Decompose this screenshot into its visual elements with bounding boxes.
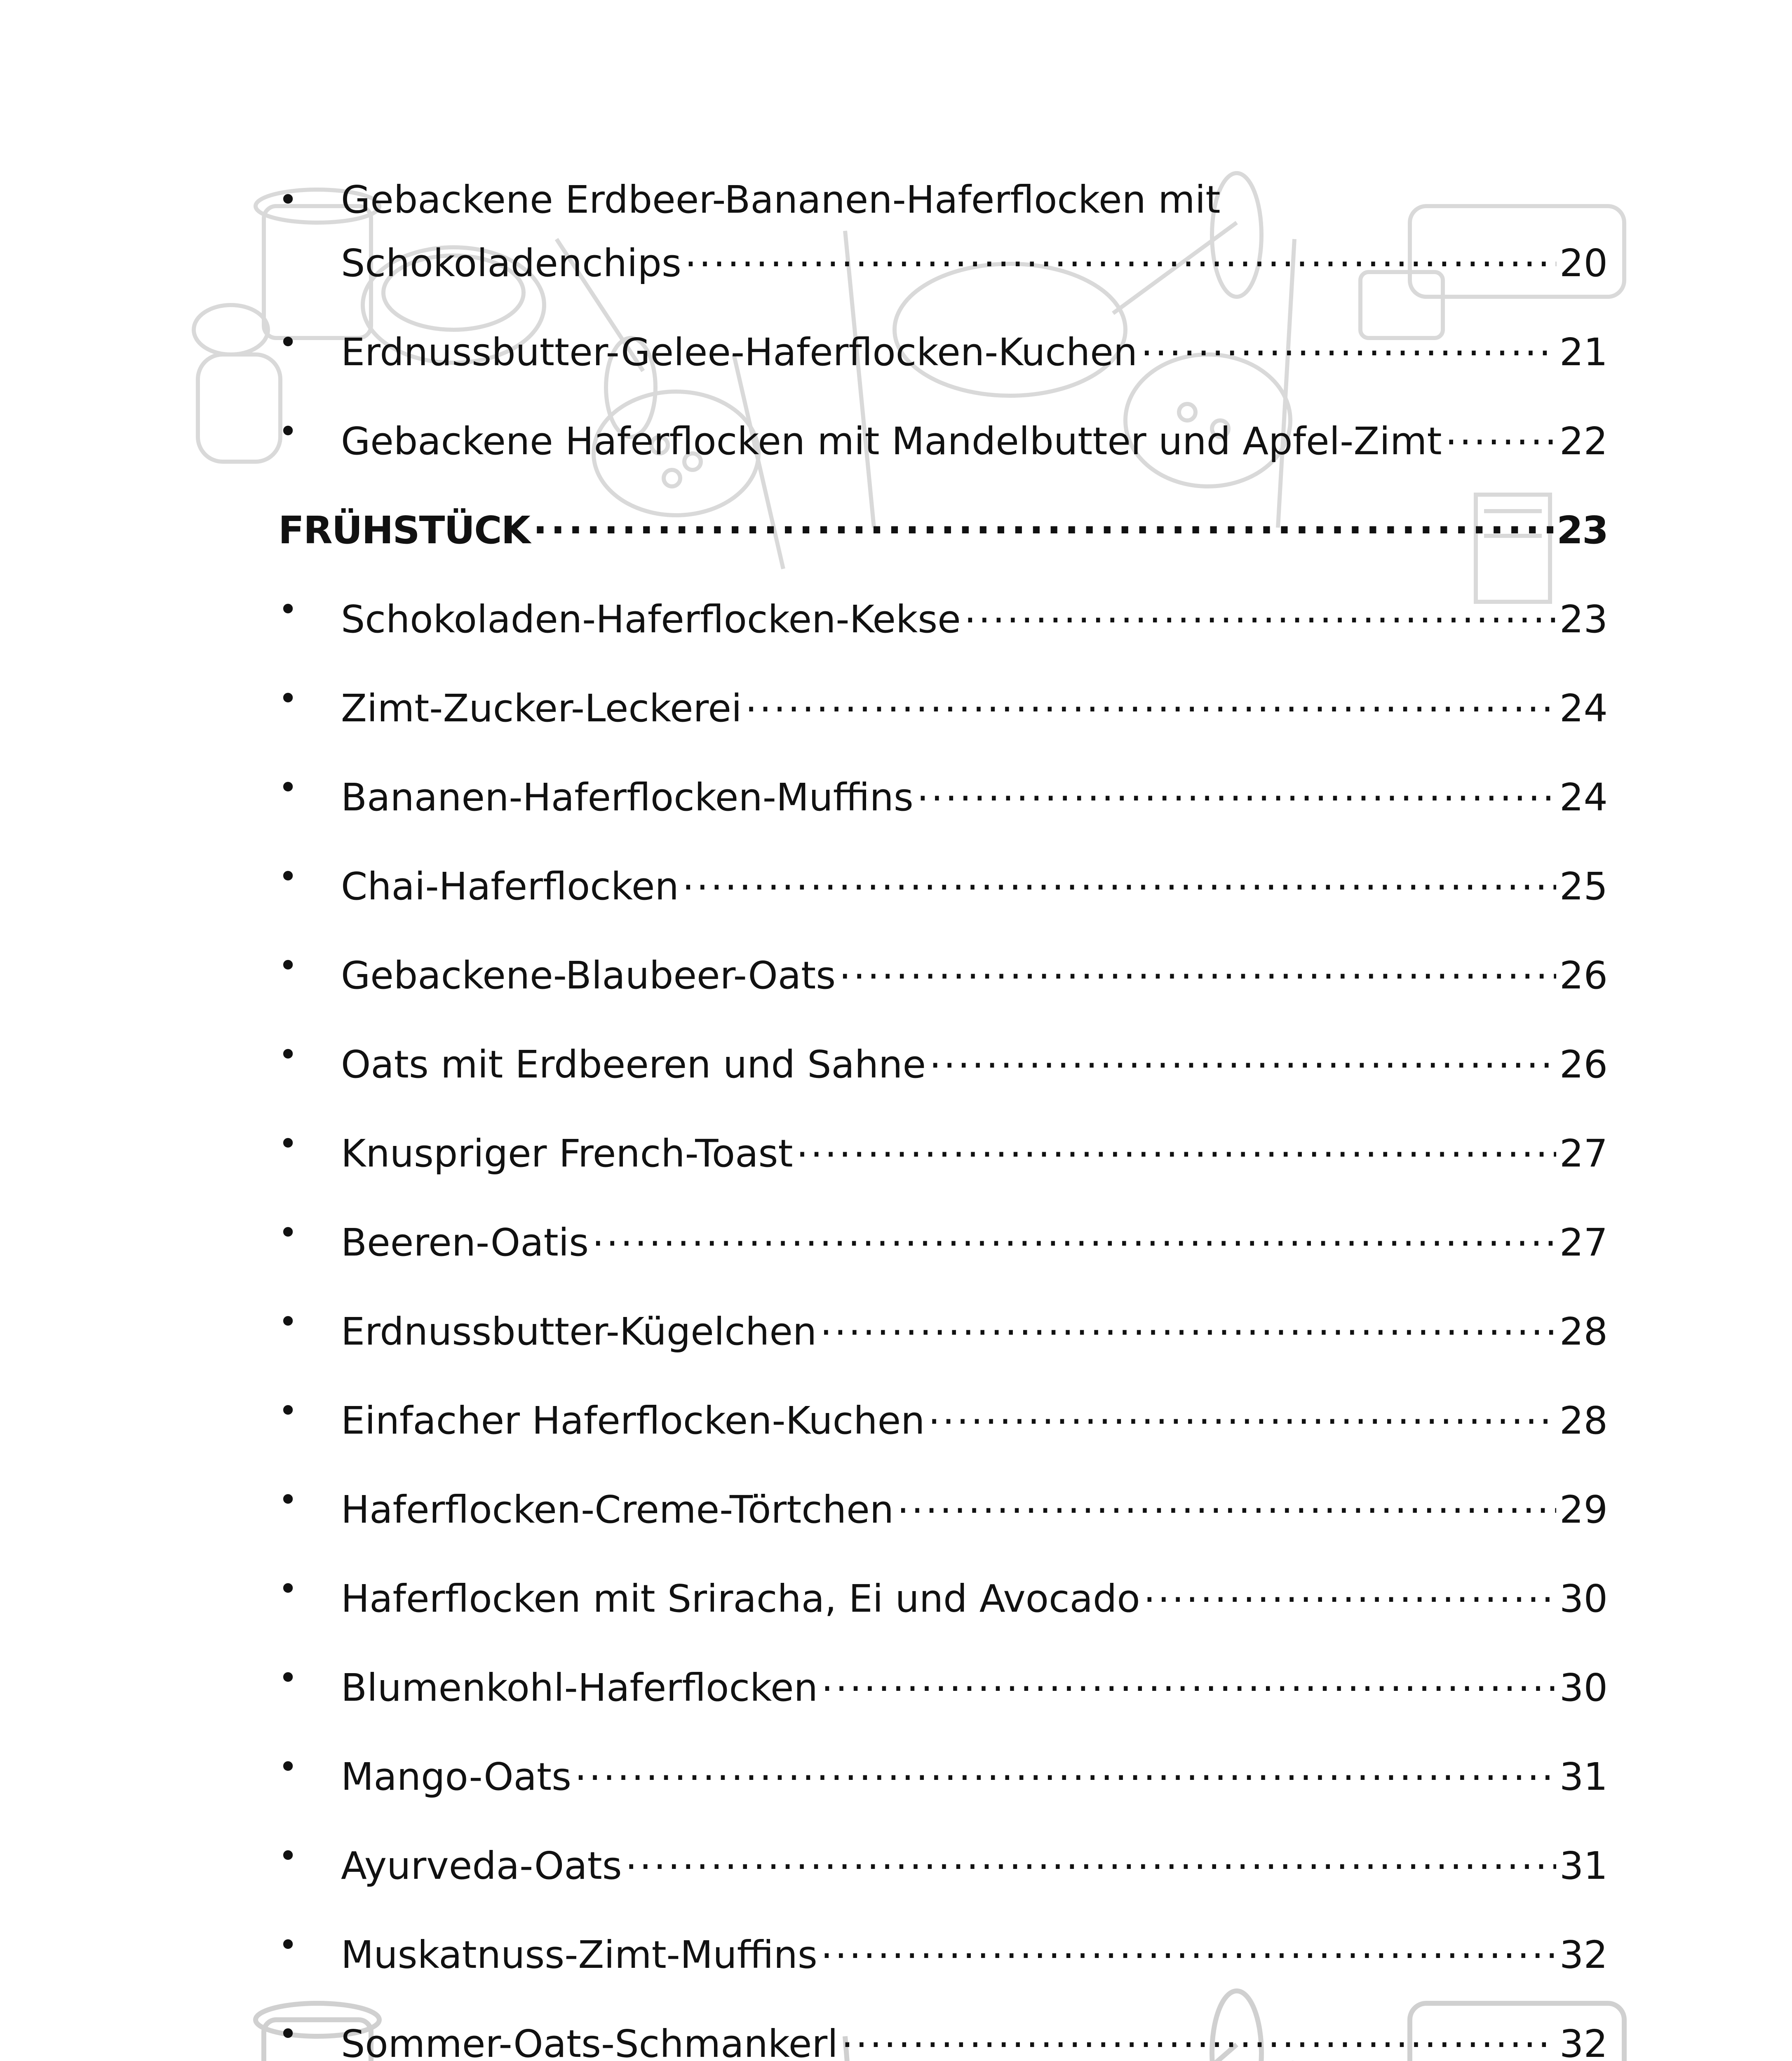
toc-entry-line: [341, 1833, 1608, 1889]
toc-entry-line: [341, 587, 1608, 642]
dot-leader: [821, 1655, 1556, 1701]
toc-entry[interactable]: [278, 1566, 1608, 1621]
toc-entry-title: Erdnussbutter-Gelee-Haferflocken-Kuchen: [341, 330, 1138, 374]
toc-page-number: 23: [1556, 508, 1608, 552]
bullet-icon: •: [278, 1303, 298, 1341]
dot-leader: [682, 854, 1556, 899]
bullet-icon: •: [278, 1570, 298, 1608]
toc-entry[interactable]: [278, 854, 1608, 908]
bullet-icon: •: [278, 857, 298, 896]
toc-entry-title: Einfacher Haferflocken-Kuchen: [341, 1399, 925, 1443]
toc-page-number: 25: [1559, 864, 1608, 908]
toc-entry-title: Zimt-Zucker-Leckerei: [341, 686, 742, 730]
toc-entry-title: Gebackene-Blaubeer-Oats: [341, 953, 836, 998]
dot-leader: [1445, 409, 1556, 454]
dot-leader: [841, 2012, 1556, 2057]
toc-entry-title: Erdnussbutter-Kügelchen: [341, 1310, 817, 1354]
toc-entry-line: [341, 1655, 1608, 1711]
toc-page-number: 26: [1559, 953, 1608, 998]
toc-page-number: 28: [1559, 1399, 1608, 1443]
toc-page-number: 31: [1559, 1755, 1608, 1799]
toc-page-number: 23: [1559, 597, 1608, 641]
toc-entry[interactable]: [278, 1388, 1608, 1443]
dot-leader: [964, 587, 1556, 632]
dot-leader: [592, 1210, 1556, 1256]
toc-entry-title: Schokoladenchips: [341, 241, 681, 285]
toc-page-number: 28: [1559, 1310, 1608, 1354]
toc-entry[interactable]: [278, 2012, 1608, 2061]
toc-entry[interactable]: [278, 587, 1608, 641]
toc-entry-line: [341, 1121, 1608, 1176]
toc-page-number: 26: [1559, 1042, 1608, 1087]
bullet-icon: •: [278, 1837, 298, 1875]
toc-page-number: 27: [1559, 1221, 1608, 1265]
toc-entry-title: Beeren-Oatis: [341, 1221, 589, 1265]
toc-entry-title: Knuspriger French-Toast: [341, 1131, 793, 1176]
toc-entry-line: [341, 1388, 1608, 1444]
bullet-icon: •: [278, 679, 298, 718]
bullet-icon: •: [278, 1214, 298, 1252]
toc-entry[interactable]: [278, 1923, 1608, 1977]
bullet-icon: •: [278, 1926, 298, 1964]
toc-entry[interactable]: [278, 1477, 1608, 1532]
toc-entry-line: [341, 943, 1608, 998]
bullet-icon: •: [278, 1659, 298, 1697]
toc-entry-line: [341, 1744, 1608, 1800]
toc-entry-title: Mango-Oats: [341, 1755, 572, 1799]
toc-entry-title: Chai-Haferflocken: [341, 864, 679, 908]
toc-entry-title: Bananen-Haferflocken-Muffins: [341, 775, 914, 819]
toc-entry[interactable]: [278, 676, 1608, 730]
toc-page-number: 30: [1559, 1666, 1608, 1710]
toc-page-number: 31: [1559, 1844, 1608, 1888]
toc-entry-title: Haferflocken mit Sriracha, Ei und Avocado: [341, 1577, 1140, 1621]
toc-entry[interactable]: [278, 1833, 1608, 1888]
dot-leader: [745, 676, 1556, 721]
toc-entry[interactable]: [278, 765, 1608, 819]
toc-entry-line: [341, 1210, 1608, 1265]
toc-entry-title-line1[interactable]: Gebackene Erdbeer-Bananen-Haferflocken mit: [341, 178, 1221, 222]
dot-leader: [796, 1121, 1556, 1167]
toc-page-number: 32: [1559, 2022, 1608, 2061]
toc-page-number: 20: [1559, 241, 1608, 285]
bullet-icon: •: [278, 1481, 298, 1519]
toc-entry-line: [341, 1477, 1608, 1533]
dot-leader: [928, 1388, 1556, 1434]
toc-page-number: 22: [1559, 419, 1608, 463]
toc-entry[interactable]: [278, 1299, 1608, 1354]
dot-leader: [839, 943, 1556, 988]
dot-leader: [820, 1299, 1556, 1345]
dot-leader: [685, 231, 1556, 276]
toc-entry[interactable]: [278, 943, 1608, 998]
toc-entry-line: [341, 2012, 1608, 2061]
toc-entry[interactable]: [278, 320, 1608, 374]
toc-entry-line: [341, 765, 1608, 820]
toc-entry-line: [341, 1032, 1608, 1087]
toc-page-number: 24: [1559, 686, 1608, 730]
dot-leader: [917, 765, 1556, 810]
toc-entry-title: Haferflocken-Creme-Törtchen: [341, 1488, 894, 1532]
toc-entry[interactable]: [278, 1744, 1608, 1799]
toc-entry-title: Blumenkohl-Haferflocken: [341, 1666, 818, 1710]
bullet-icon: •: [278, 181, 298, 219]
dot-leader: [625, 1833, 1556, 1879]
toc-entry-line: [341, 854, 1608, 909]
toc-entry-title: Schokoladen-Haferflocken-Kekse: [341, 597, 961, 641]
toc-entry-line: [341, 1299, 1608, 1354]
toc-entry-line: [341, 1566, 1608, 1622]
toc-entry-title: Gebackene Haferflocken mit Mandelbutter und Apfel-Zimt: [341, 419, 1442, 463]
dot-leader: [575, 1744, 1556, 1790]
toc-page-number: 27: [1559, 1131, 1608, 1176]
toc-page-number: 21: [1559, 330, 1608, 374]
toc-entry-title: Sommer-Oats-Schmankerl: [341, 2022, 838, 2061]
toc-entry[interactable]: [278, 1121, 1608, 1176]
toc-entry[interactable]: [278, 231, 1608, 285]
bullet-icon: •: [278, 1748, 298, 1786]
toc-entry-line: [341, 1923, 1608, 1978]
toc-entry-title: Ayurveda-Oats: [341, 1844, 622, 1888]
bullet-icon: •: [278, 946, 298, 985]
bullet-icon: •: [278, 1392, 298, 1430]
bullet-icon: •: [278, 2015, 298, 2053]
toc-section-heading[interactable]: [278, 498, 1608, 552]
toc-entry[interactable]: [278, 1032, 1608, 1087]
toc-page-number: 24: [1559, 775, 1608, 819]
dot-leader: [821, 1923, 1556, 1968]
section-heading-title: FRÜHSTÜCK: [278, 508, 530, 552]
bullet-icon: •: [278, 412, 298, 451]
toc-entry-title: Oats mit Erdbeeren und Sahne: [341, 1042, 926, 1087]
toc-entry-line: [341, 231, 1608, 286]
bullet-icon: •: [278, 590, 298, 629]
dot-leader: [1144, 1566, 1556, 1612]
dot-leader: [929, 1032, 1556, 1077]
dot-leader: [533, 498, 1553, 543]
bullet-icon: •: [278, 1124, 298, 1163]
dot-leader: [897, 1477, 1556, 1523]
bullet-icon: •: [278, 323, 298, 361]
toc-page-number: 32: [1559, 1933, 1608, 1977]
toc-page-number: 29: [1559, 1488, 1608, 1532]
bullet-icon: •: [278, 1035, 298, 1074]
toc-entry-line: [341, 320, 1608, 375]
dot-leader: [1141, 320, 1556, 365]
toc-page-number: 30: [1559, 1577, 1608, 1621]
bullet-icon: •: [278, 768, 298, 807]
toc-entry-line: [341, 409, 1608, 464]
toc-entry-line: [341, 676, 1608, 731]
toc-entry-line: [278, 498, 1608, 553]
toc-entry[interactable]: [278, 1210, 1608, 1265]
toc-entry[interactable]: [278, 409, 1608, 463]
toc-entry[interactable]: [278, 1655, 1608, 1710]
toc-entry-title: Muskatnuss-Zimt-Muffins: [341, 1933, 817, 1977]
